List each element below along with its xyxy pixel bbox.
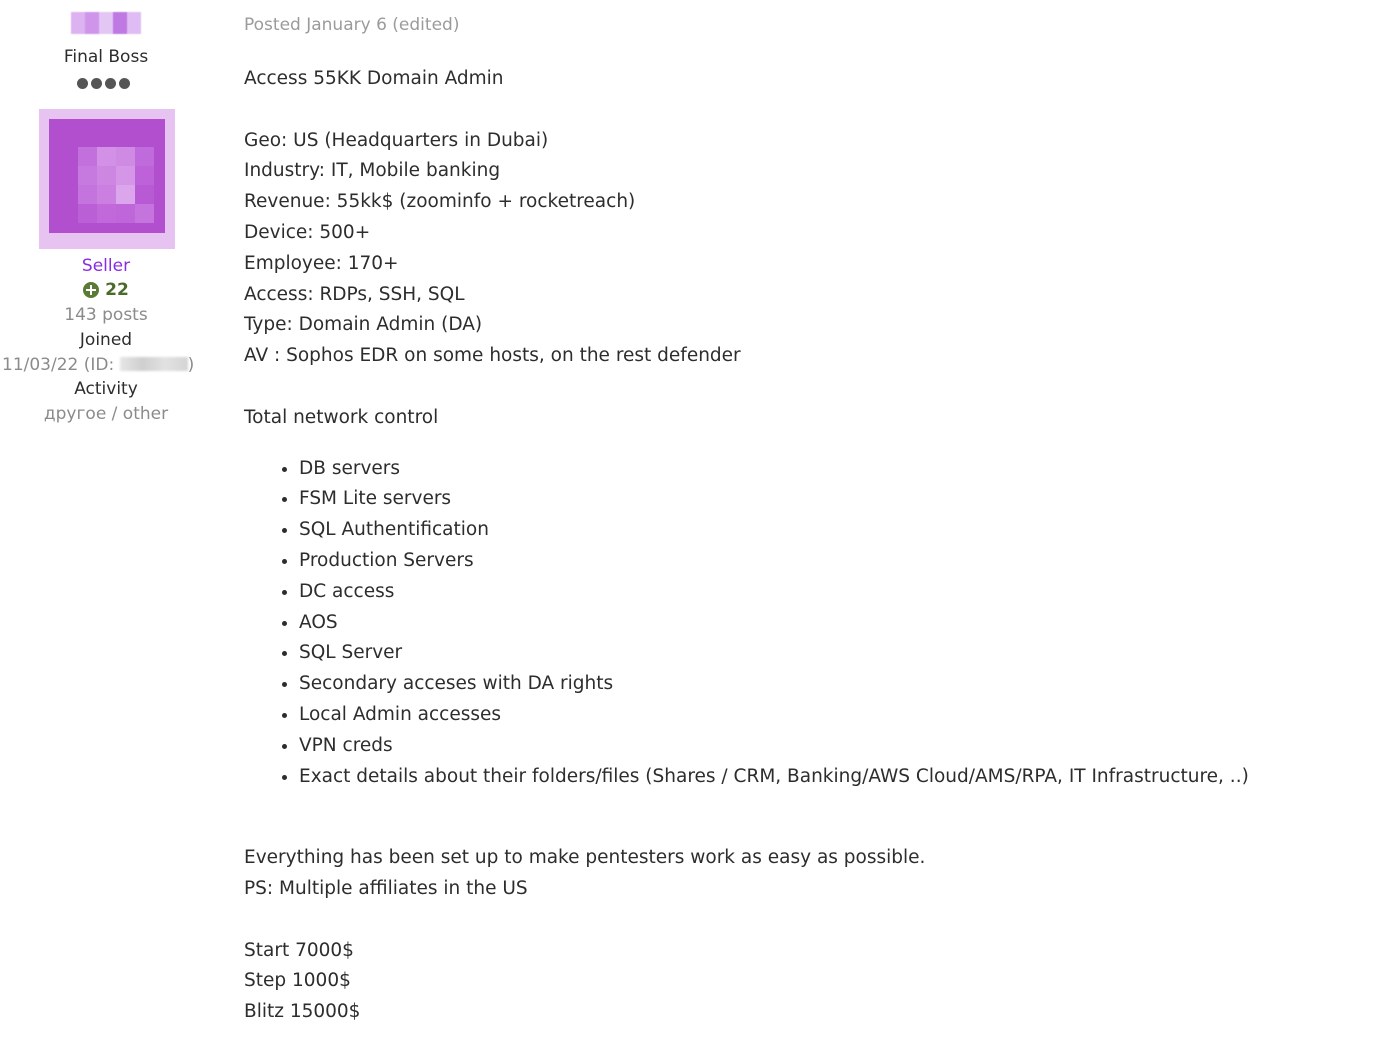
list-item: • Production Servers <box>299 546 1354 577</box>
author-reputation <box>0 280 212 300</box>
joined-date-close: ) <box>187 355 195 375</box>
post-body <box>244 64 1354 1028</box>
auction-start: Start 7000$ <box>244 939 354 961</box>
avatar[interactable] <box>39 109 175 249</box>
auction-step: Step 1000$ <box>244 970 351 992</box>
joined-date-text: 11/03/22 (ID: <box>2 355 120 375</box>
list-item: • Local Admin accesses <box>299 700 1354 731</box>
auction-blitz: Blitz 15000$ <box>244 1001 361 1023</box>
detail-line: Employee: 170+ <box>244 252 399 274</box>
avatar-pixelation <box>78 147 154 223</box>
author-group: Seller <box>81 256 131 276</box>
rank-pip-icon <box>119 78 130 89</box>
list-item: • SQL Server <box>299 638 1354 669</box>
rank-pips <box>77 78 130 89</box>
detail-line: AV : Sophos EDR on some hosts, on the rest defender <box>244 345 741 367</box>
detail-line: Type: Domain Admin (DA) <box>244 314 483 336</box>
list-item: • DC access <box>299 577 1354 608</box>
reputation-count: 22 <box>105 280 129 300</box>
author-username-redacted[interactable] <box>71 12 141 34</box>
plus-circle-icon <box>83 282 99 298</box>
list-item: • Secondary acceses with DA rights <box>299 669 1354 700</box>
detail-line: Device: 500+ <box>244 221 371 243</box>
author-title: Final Boss <box>63 47 149 67</box>
rank-pip-icon <box>77 78 88 89</box>
activity-label: Activity <box>74 379 138 399</box>
detail-line: Geo: US (Headquarters in Dubai) <box>244 129 549 151</box>
closing-line: Everything has been set up to make pentesters work as easy as possible. <box>244 847 926 869</box>
spacer <box>244 905 1354 936</box>
detail-line: Revenue: 55kk$ (zoominfo + rocketreach) <box>244 191 636 213</box>
spacer <box>244 372 1354 403</box>
control-list <box>244 454 1354 793</box>
joined-label: Joined <box>79 330 133 350</box>
list-item: • DB servers <box>299 454 1354 485</box>
closing-line: PS: Multiple affiliates in the US <box>244 877 528 899</box>
list-item: • FSM Lite servers <box>299 484 1354 515</box>
list-item: • VPN creds <box>299 731 1354 762</box>
detail-line: Industry: IT, Mobile banking <box>244 160 501 182</box>
author-post-count: 143 posts <box>64 305 148 325</box>
avatar-image <box>49 119 165 233</box>
list-item: • Exact details about their folders/files (Shares / CRM, Banking/AWS Cloud/AMS/RPA, IT Infrastructure, ..) <box>299 762 1354 793</box>
rank-pip-icon <box>105 78 116 89</box>
spacer <box>244 95 1354 126</box>
list-item: • SQL Authentification <box>299 515 1354 546</box>
post-title-line: Access 55KK Domain Admin <box>244 68 504 89</box>
list-item: • AOS <box>299 608 1354 639</box>
detail-line: Access: RDPs, SSH, SQL <box>244 283 465 305</box>
joined-date <box>0 355 212 375</box>
post-date[interactable]: Posted January 6 (edited) <box>244 15 460 35</box>
spacer <box>244 812 1354 843</box>
rank-pip-icon <box>91 78 102 89</box>
activity-value: другое / other <box>43 404 169 424</box>
member-id-redacted <box>120 357 188 371</box>
control-heading: Total network control <box>244 406 439 428</box>
